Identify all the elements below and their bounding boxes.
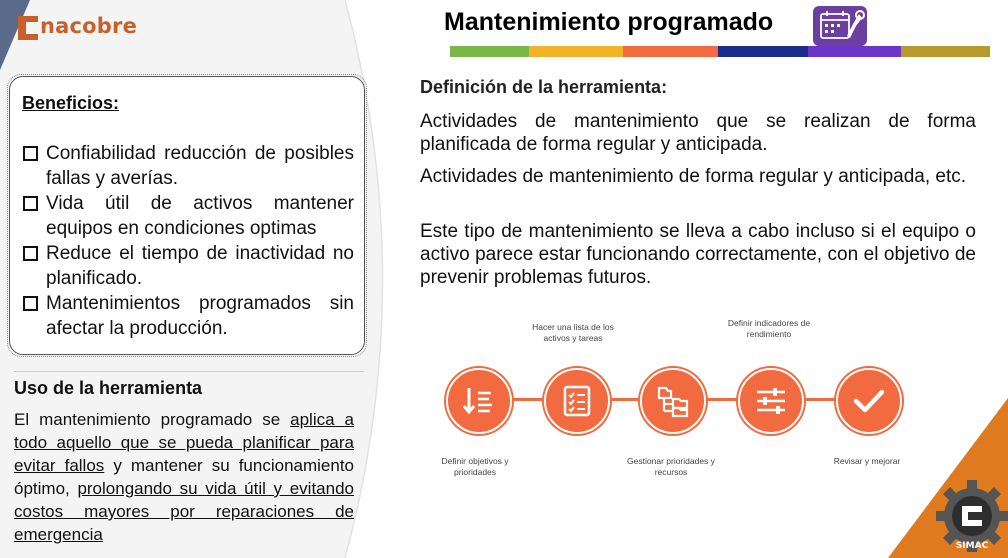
benefits-title: Beneficios: [22, 93, 120, 113]
step-label-1: Definir objetivos y prioridades [441, 456, 509, 477]
step-circle-4 [738, 368, 804, 434]
definition-paragraph: Este tipo de mantenimiento se lleva a cabo incluso si el equipo o activo parece estar funcionando correctamente, con el objetivo de prevenir problemas futuros. [420, 221, 976, 288]
benefit-text: Mantenimientos programados sin afectar la producción. [46, 293, 354, 339]
step-circle-2 [544, 368, 610, 434]
step-circle-3 [640, 368, 706, 434]
benefit-item [22, 141, 354, 191]
benefit-text: Vida útil de activos mantener equipos en condiciones optimas [46, 193, 354, 239]
page-title: Mantenimiento programado [444, 8, 774, 36]
corner-badge-label: SIMAC [955, 541, 989, 551]
brand-name: nacobre [40, 14, 138, 38]
benefits-box [9, 76, 365, 355]
benefit-text: Reduce el tiempo de inactividad no planificado. [46, 243, 354, 289]
header-color-bar [450, 46, 990, 57]
step-label-2: Hacer una lista de los activos y tareas [532, 322, 614, 343]
uso-text-underlined: prolongando su vida útil y evitando costos mayores por reparaciones de emergencia [14, 479, 354, 544]
benefit-item [22, 241, 354, 291]
definition-paragraph: Actividades de mantenimiento que se realizan de forma planificada de forma regular y anticipada. [420, 111, 976, 155]
color-bar-segment [623, 46, 718, 57]
sort-list-icon [461, 383, 497, 419]
uso-text-part: El mantenimiento programado se [14, 410, 291, 429]
uso-text-part: y mantener su funcionamiento óptimo, [14, 456, 354, 498]
benefit-text: Confiabilidad reducción de posibles fallas y averías. [46, 143, 354, 189]
color-bar-segment [901, 46, 990, 57]
corner-badge [888, 398, 1008, 558]
color-bar-segment [450, 46, 529, 57]
sliders-icon [753, 383, 789, 419]
benefits-list [22, 141, 354, 341]
step-circle-1 [446, 368, 512, 434]
uso-title: Uso de la herramienta [14, 378, 203, 398]
color-bar-segment [718, 46, 808, 57]
checkmark-icon [851, 383, 887, 419]
benefit-item [22, 291, 354, 341]
color-bar-segment [529, 46, 623, 57]
step-label-5: Revisar y mejorar [833, 456, 901, 466]
uso-text-underlined: aplica a todo aquello que se pueda planificar para evitar fallos [14, 410, 354, 475]
calendar-wrench-icon [813, 6, 867, 46]
uso-paragraph [14, 408, 354, 546]
checkbox-icon [23, 196, 38, 211]
step-label-3: Gestionar prioridades y recursos [627, 456, 715, 477]
checkbox-icon [23, 246, 38, 261]
checkbox-icon [23, 146, 38, 161]
color-bar-segment [808, 46, 901, 57]
benefit-item [22, 191, 354, 241]
step-label-4: Definir indicadores de rendimiento [727, 318, 811, 339]
section-divider [14, 371, 364, 372]
folder-tree-icon [655, 383, 691, 419]
checklist-icon [559, 383, 595, 419]
definition-title: Definición de la herramienta: [420, 77, 668, 97]
checkbox-icon [23, 296, 38, 311]
definition-paragraph: Actividades de mantenimiento de forma regular y anticipada, etc. [420, 166, 967, 187]
